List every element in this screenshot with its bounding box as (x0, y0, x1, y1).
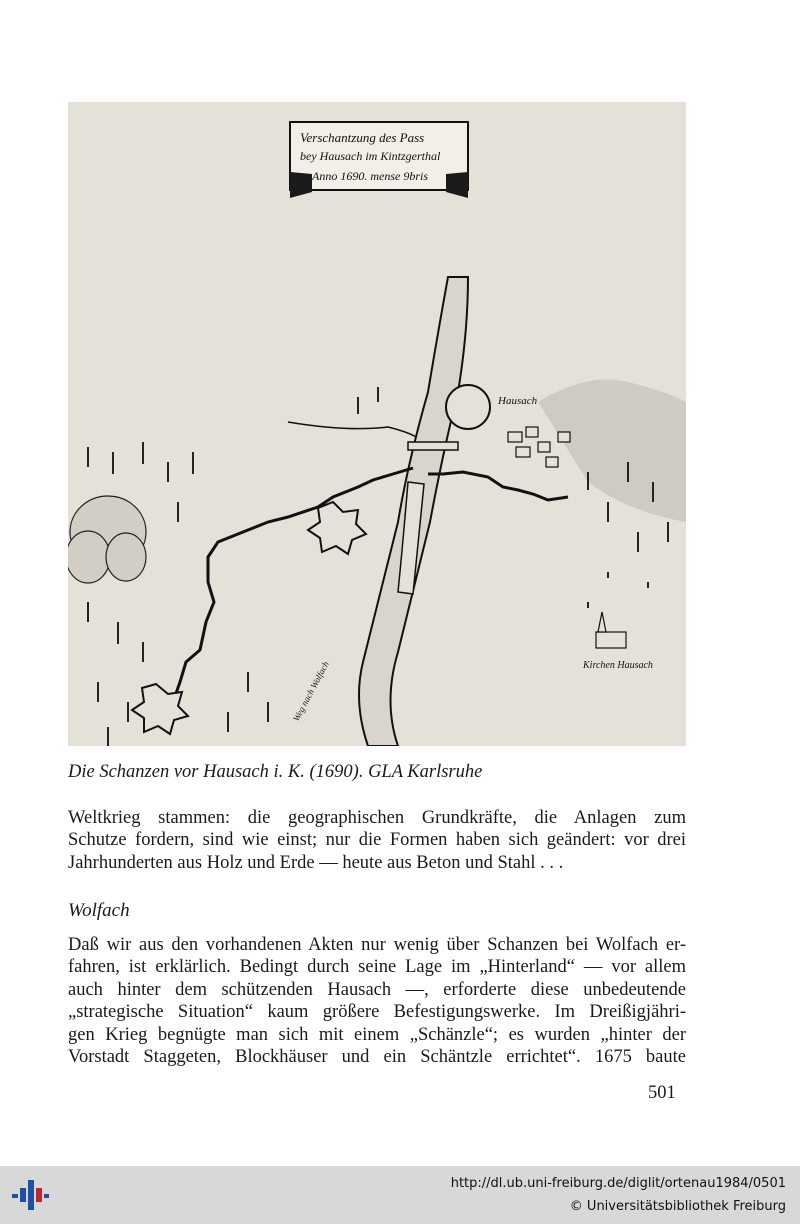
paragraph-2-line: „strategische Situation“ kaum größere Befestigungswerke. Im Dreißigjähri- (68, 1002, 686, 1023)
road-label: Weg nach Wolfach (290, 659, 331, 723)
library-footer-bar (0, 1166, 800, 1224)
figure-caption: Die Schanzen vor Hausach i. K. (1690). GLA Karlsruhe (68, 762, 483, 782)
bridge (408, 442, 458, 450)
town-label: Hausach (498, 395, 538, 407)
paragraph-2-line: Vorstadt Staggeten, Blockhäuser und ein Schäntzle errichtet“. 1675 baute (68, 1047, 686, 1068)
source-url-link[interactable]: http://dl.ub.uni-freiburg.de/diglit/ortenau1984/0501 (450, 1176, 786, 1191)
copyright-notice: © Universitätsbibliothek Freiburg (569, 1199, 786, 1214)
paragraph-2-line: auch hinter dem schützenden Hausach —, erforderte diese unbedeutende (68, 979, 686, 1000)
map-drawing (68, 102, 686, 746)
historical-map-figure (68, 102, 686, 746)
paragraph-1-line: Jahrhunderten aus Holz und Erde — heute aus Beton und Stahl . . . (68, 852, 564, 873)
library-logo-icon (10, 1176, 50, 1214)
cartouche-line-2: bey Hausach im Kintzgerthal (300, 149, 441, 163)
church-label: Kirchen Hausach (583, 660, 653, 671)
section-heading: Wolfach (68, 900, 130, 921)
cartouche-line-3: Anno 1690. mense 9bris (312, 169, 428, 183)
paragraph-2-line: gen Krieg begnügte man sich mit einem „Schänzle“; es wurden „hinter der (68, 1024, 686, 1045)
cartouche-line-1: Verschantzung des Pass (300, 130, 425, 145)
title-cartouche (290, 122, 468, 198)
paragraph-1-line: Weltkrieg stammen: die geographischen Grundkräfte, die Anlagen zum (68, 808, 686, 828)
paragraph-1-line: Schutze fordern, sind wie einst; nur die Formen haben sich geändert: vor drei (68, 830, 686, 851)
page-number: 501 (648, 1083, 676, 1103)
paragraph-2 (68, 934, 686, 1068)
paragraph-1 (68, 807, 686, 874)
forest-cluster (68, 496, 146, 583)
paragraph-2-line: fahren, ist erklärlich. Bedingt durch seine Lage im „Hinterland“ — vor allem (68, 957, 686, 978)
paragraph-2-line: Daß wir aus den vorhandenen Akten nur wenig über Schanzen bei Wolfach er- (68, 935, 686, 955)
